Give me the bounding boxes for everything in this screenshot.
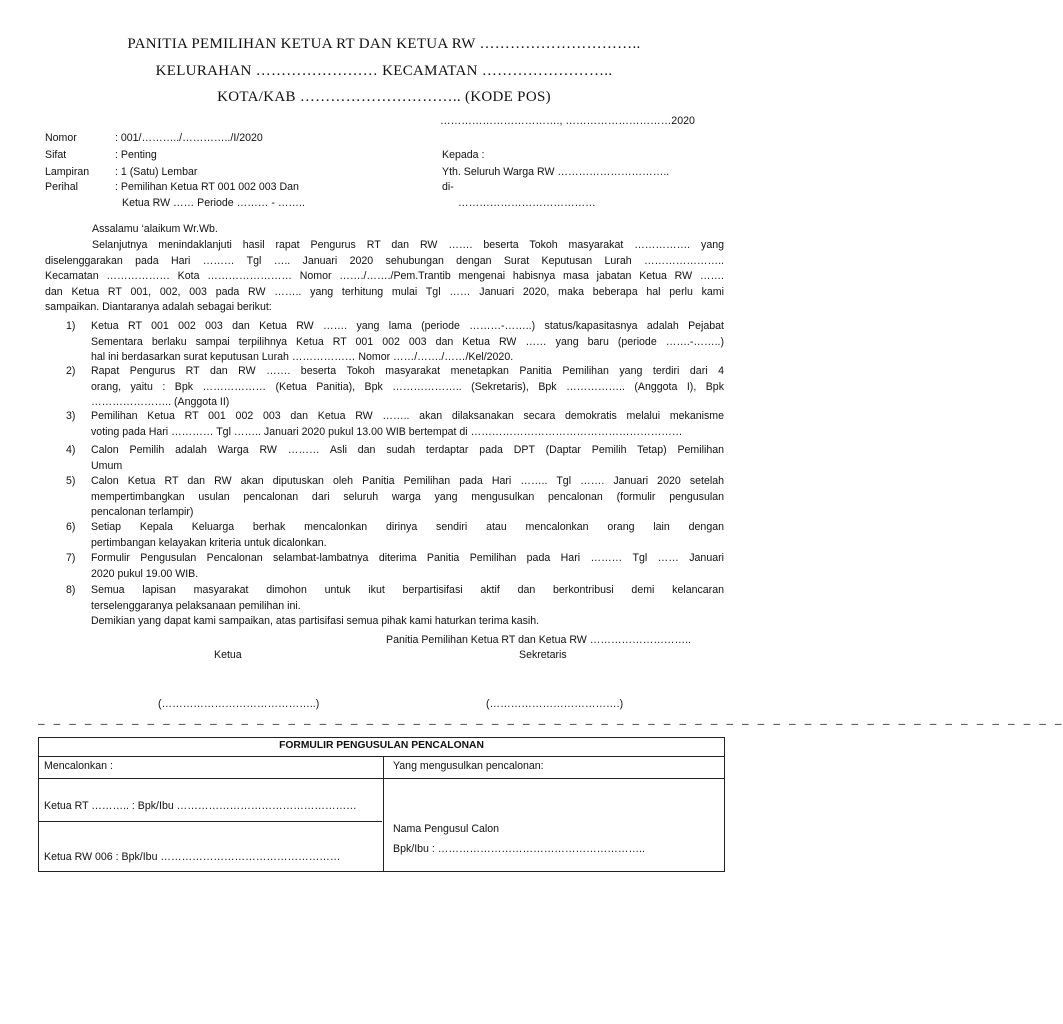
form-column-divider <box>383 756 384 871</box>
intro-line: dan Ketua RT 001, 002, 003 pada RW …….. yang terhitung mulai Tgl …… Januari 2020, maka beberapa hal perlu kami <box>45 285 724 298</box>
item-line: voting pada Hari ………… Tgl …….. Januari 2020 pukul 13.00 WIB bertempat di …………………………………………………… <box>91 425 683 438</box>
list-item <box>91 364 724 411</box>
header-line-2: KELURAHAN …………………… KECAMATAN …………………….. <box>155 63 613 79</box>
list-item <box>91 583 724 614</box>
di-label: di- <box>442 181 454 193</box>
item-number: 3) <box>66 410 76 422</box>
form-right-header: Yang mengusulkan pencalonan: <box>393 760 544 772</box>
list-item <box>91 474 724 521</box>
item-number: 6) <box>66 521 76 533</box>
item-line: Semua lapisan masyarakat dimohon untuk ikut berpartisifasi aktif dan berkontribusi demi kelancaran <box>91 584 724 596</box>
list-item <box>91 409 724 440</box>
item-line: Pemilihan Ketua RT 001 002 003 dan Ketua RW …….. akan dilaksanakan secara demokratis melalui mekanisme <box>91 410 724 422</box>
form-divider <box>39 821 382 822</box>
date-line: ……………………………., …………………………2020 <box>440 115 695 127</box>
item-number: 7) <box>66 552 76 564</box>
item-line: mempertimbangkan usulan pencalonan dari seluruh warga yang mengusulkan pencalonan (formulir pengusulan <box>91 490 724 503</box>
nama-pengusul-label: Nama Pengusul Calon <box>393 823 499 835</box>
item-line: 2020 pukul 19.00 WIB. <box>91 567 199 580</box>
item-line: Ketua RT 001 002 003 dan Ketua RW ……. yang lama (periode ………-……..) status/kapasitasnya adalah Pejabat <box>91 320 724 332</box>
intro-line: Kecamatan ……………… Kota …………………… Nomor ……./……./Pem.Trantib mengenai habisnya masa jabatan Ketua RW ……. <box>45 270 724 282</box>
item-line: Sementara berlaku sampai terpilihnya Ketua RT 001 002 003 dan Ketua RW …… yang baru (periode …….-……..) <box>91 335 724 348</box>
item-line: terselenggaranya pelaksanaan pemilihan ini. <box>91 599 301 612</box>
intro-paragraph <box>45 238 724 316</box>
item-line: Calon Pemilih adalah Warga RW ……… Asli dan sudah terdaptar pada DPT (Daptar Pemilih Tetap) Pemilihan <box>91 444 724 456</box>
form-title: FORMULIR PENGUSULAN PENCALONAN <box>279 740 484 751</box>
ketua-signature-blank: (……………………………………..) <box>158 698 320 710</box>
closing-text: Demikian yang dapat kami sampaikan, atas partisifasi semua pihak kami haturkan terima kasih. <box>91 615 540 627</box>
form-left-header: Mencalonkan : <box>44 760 113 772</box>
lampiran-label: Lampiran <box>45 166 90 178</box>
header-line-1: PANITIA PEMILIHAN KETUA RT DAN KETUA RW ………………………….. <box>127 36 641 52</box>
intro-line: diselenggarakan pada Hari ……… Tgl ….. Januari 2020 sehubungan dengan Surat Keputusan Lurah ………………….. <box>45 254 724 267</box>
lampiran-value: : 1 (Satu) Lembar <box>115 166 198 178</box>
form-divider <box>39 756 724 757</box>
kepada-label: Kepada : <box>442 149 485 161</box>
item-line: hal ini berdasarkan surat keputusan Lurah ……………… Nomor ……/……./……/Kel/2020. <box>91 351 514 363</box>
cut-line-divider: – – – – – – – – – – – – – – – – – – – – – – – – – – – – – – – – – – – – – – – – – – – – – – – – – – – – – – – – – – – – – – – – – – <box>38 717 1063 730</box>
item-line: Calon Ketua RT dan RW akan diputuskan oleh Panitia Pemilihan pada Hari …….. Tgl ……. Januari 2020 setelah <box>91 475 724 487</box>
item-line: pertimbangan kelayakan kriteria untuk dicalonkan. <box>91 536 327 549</box>
recipient-line: Yth. Seluruh Warga RW ………………………….. <box>442 166 670 178</box>
sekretaris-signature-blank: (……………………………….) <box>486 698 624 710</box>
sifat-label: Sifat <box>45 149 67 161</box>
item-line: orang, yaitu : Bpk ……………… (Ketua Panitia), Bpk ……………….. (Sekretaris), Bpk …………….. (Anggota I), Bpk <box>91 380 724 393</box>
item-number: 1) <box>66 320 76 332</box>
sekretaris-label: Sekretaris <box>519 649 567 661</box>
list-item <box>91 520 724 551</box>
item-line: ………………….. (Anggota II) <box>91 396 230 408</box>
nomor-value: : 001/………../…………../I/2020 <box>115 132 263 144</box>
sifat-value: : Penting <box>115 149 157 161</box>
ketua-rw-field[interactable]: Ketua RW 006 : Bpk/Ibu …………………………………………… <box>44 851 341 863</box>
item-line: Umum <box>91 459 123 472</box>
item-line: Rapat Pengurus RT dan RW ……. beserta Tokoh masyarakat menetapkan Panitia Pemilihan yang terdiri dari 4 <box>91 365 724 377</box>
perihal-value-2: Ketua RW …… Periode ……… - …….. <box>122 197 305 209</box>
list-item <box>91 319 724 366</box>
item-number: 2) <box>66 365 76 377</box>
perihal-value-1: : Pemilihan Ketua RT 001 002 003 Dan <box>115 181 299 193</box>
greeting: Assalamu ‘alaikum Wr.Wb. <box>92 223 218 235</box>
nomor-label: Nomor <box>45 132 77 144</box>
intro-line: sampaikan. Diantaranya adalah sebagai berikut: <box>45 301 272 313</box>
intro-line: Selanjutnya menindaklanjuti hasil rapat Pengurus RT dan RW ……. beserta Tokoh masyarakat ……………. yang <box>92 239 724 251</box>
ketua-label: Ketua <box>214 649 242 661</box>
perihal-label: Perihal <box>45 181 78 193</box>
item-number: 8) <box>66 584 76 596</box>
di-address: ………………………………… <box>458 197 596 209</box>
item-number: 4) <box>66 444 76 456</box>
list-item <box>91 443 724 474</box>
item-line: Setiap Kepala Keluarga berhak mencalonkan dirinya sendiri atau mencalonkan orang lain dengan <box>91 521 724 533</box>
pengusul-name-field[interactable]: Bpk/Ibu : ………………………………………………….. <box>393 843 645 855</box>
committee-name: Panitia Pemilihan Ketua RT dan Ketua RW ……………………….. <box>386 634 691 646</box>
header-line-3: KOTA/KAB ………………………….. (KODE POS) <box>217 89 551 105</box>
form-divider <box>39 778 724 779</box>
nomination-form <box>38 737 725 872</box>
item-number: 5) <box>66 475 76 487</box>
ketua-rt-field[interactable]: Ketua RT ……….. : Bpk/Ibu …………………………………………… <box>44 800 357 812</box>
list-item <box>91 551 724 582</box>
item-line: pencalonan terlampir) <box>91 506 194 518</box>
item-line: Formulir Pengusulan Pencalonan selambat-lambatnya diterima Panitia Pemilihan pada Hari ……… Tgl …… Januari <box>91 552 724 564</box>
